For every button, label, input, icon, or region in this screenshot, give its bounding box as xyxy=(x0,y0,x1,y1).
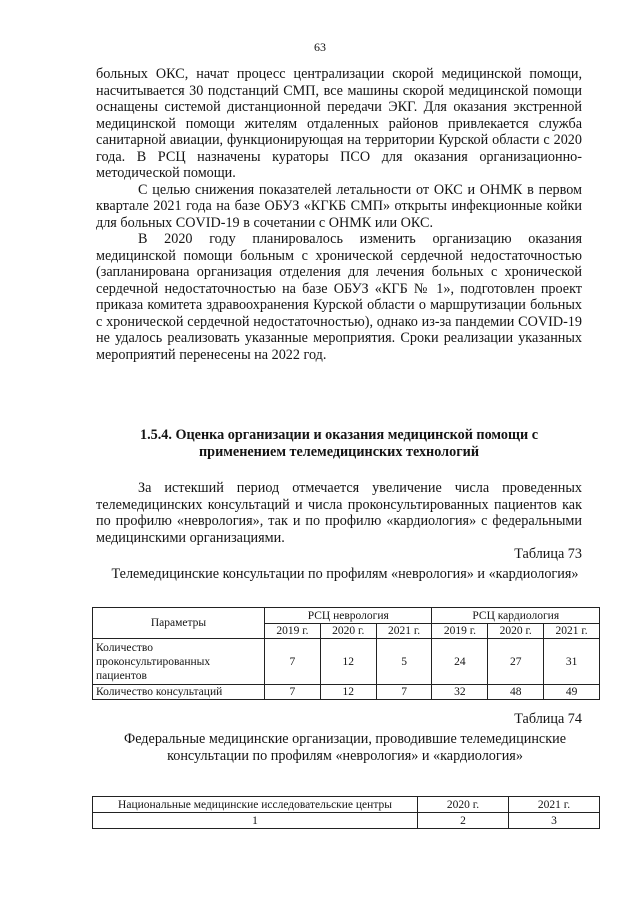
page-number: 63 xyxy=(314,40,326,54)
section-heading: 1.5.4. Оценка организации и оказания медицинской помощи с применением телемедицинских технологий xyxy=(139,427,539,460)
table-cell: 24 xyxy=(432,639,488,685)
table-73 xyxy=(92,607,600,700)
table-header-year: 2020 г. xyxy=(488,624,544,639)
table-74-label: Таблица 74 xyxy=(514,711,582,727)
table-row xyxy=(93,813,600,829)
paragraph: С целью снижения показателей летальности от ОКС и ОНМК в первом квартале 2021 года на базе ОБУЗ «КГКБ СМП» открыты инфекционные койки для больных COVID-19 в сочетании с ОНМК или ОКС. xyxy=(96,181,582,231)
table-header-year: 2019 г. xyxy=(432,624,488,639)
table-header-year: 2020 г. xyxy=(320,624,376,639)
table-row xyxy=(93,685,600,700)
table-cell: 5 xyxy=(376,639,432,685)
table-header-year: 2019 г. xyxy=(265,624,321,639)
table-header-year: 2021 г. xyxy=(376,624,432,639)
table-74-title: Федеральные медицинские организации, проводившие телемедицинские консультации по профилям «неврология» и «кардиология» xyxy=(123,731,566,764)
paragraph: За истекший период отмечается увеличение числа проведенных телемедицинских консультаций и числа проконсультированных пациентов как по профилю «неврология», так и по профилю «кардиология» с федеральными медицинскими организациями. xyxy=(96,480,582,546)
table-cell: 12 xyxy=(320,639,376,685)
table-header-year: 2021 г. xyxy=(544,624,600,639)
table-cell: 7 xyxy=(265,685,321,700)
column-number: 3 xyxy=(509,813,600,829)
row-label: Количество консультаций xyxy=(93,685,265,700)
table-header-neurology: РСЦ неврология xyxy=(265,608,432,624)
table-cell: 48 xyxy=(488,685,544,700)
table-header-cardiology: РСЦ кардиология xyxy=(432,608,600,624)
table-cell: 27 xyxy=(488,639,544,685)
table-header-year: 2020 г. xyxy=(418,797,509,813)
table-cell: 7 xyxy=(376,685,432,700)
table-74 xyxy=(92,796,600,829)
table-cell: 7 xyxy=(265,639,321,685)
table-header-centers: Национальные медицинские исследовательские центры xyxy=(93,797,418,813)
row-label: Количество проконсультированных пациентов xyxy=(93,639,265,685)
paragraph: больных ОКС, начат процесс централизации скорой медицинской помощи, насчитывается 30 подстанций СМП, все машины скорой медицинской помощи оснащены системой дистанционной передачи ЭКГ. Для оказания экстренной медицинской помощи жителям отдаленных районов привлекается служба санитарной авиации, функционирующая на территории Курской области с 2020 года. В РСЦ назначены кураторы ПСО для оказания организационно-методической помощи. xyxy=(96,66,582,181)
table-header-parameters: Параметры xyxy=(93,608,265,639)
body-text xyxy=(96,66,582,363)
table-73-label: Таблица 73 xyxy=(514,546,582,562)
table-cell: 49 xyxy=(544,685,600,700)
table-73-title: Телемедицинские консультации по профилям «неврология» и «кардиология» xyxy=(111,566,579,582)
column-number: 1 xyxy=(93,813,418,829)
table-cell: 31 xyxy=(544,639,600,685)
table-cell: 32 xyxy=(432,685,488,700)
table-cell: 12 xyxy=(320,685,376,700)
paragraph: В 2020 году планировалось изменить организацию оказания медицинской помощи больным с хронической сердечной недостаточностью (запланирована организация отделения для лечения больных с хронической сердечной недостаточностью на базе ОБУЗ «КГБ № 1», подготовлен проект приказа комитета здравоохранения Курской области о маршрутизации больных с хронической сердечной недостаточностью), однако из-за пандемии COVID-19 не удалось реализовать указанные мероприятия. Сроки реализации указанных мероприятий перенесены на 2022 год. xyxy=(96,231,582,363)
table-row xyxy=(93,639,600,685)
section-text xyxy=(96,480,582,546)
table-header-year: 2021 г. xyxy=(509,797,600,813)
column-number: 2 xyxy=(418,813,509,829)
